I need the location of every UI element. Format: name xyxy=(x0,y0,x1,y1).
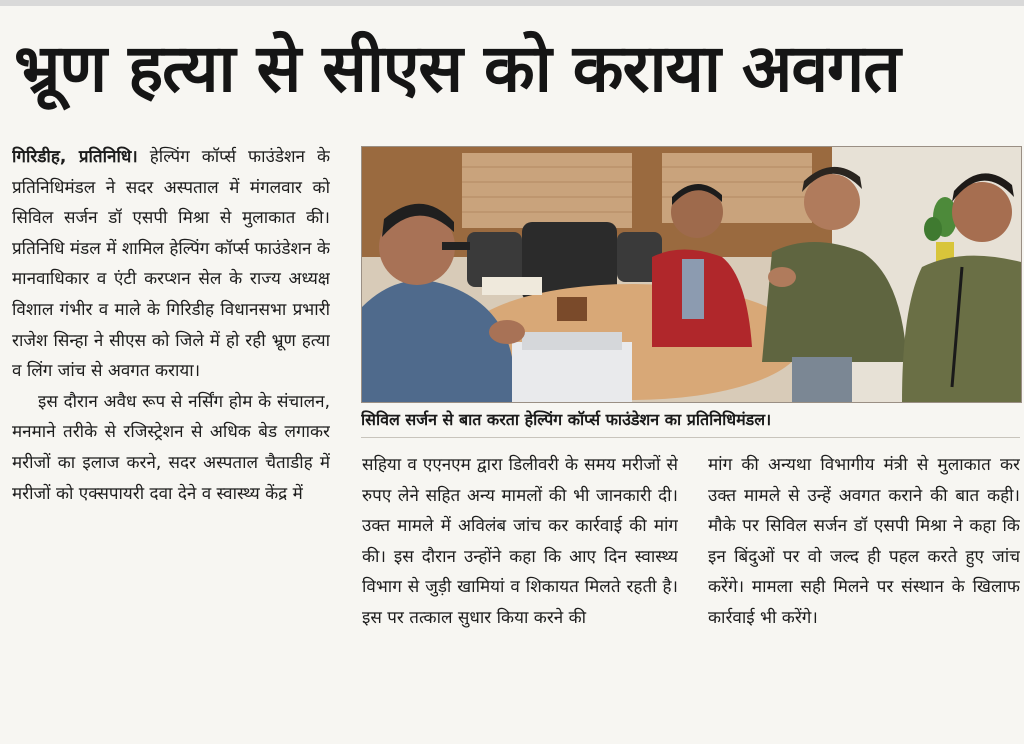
photo-window-blind-left xyxy=(462,153,632,228)
page-top-edge xyxy=(0,0,1024,6)
column-2 xyxy=(362,450,678,720)
column-1 xyxy=(12,142,330,722)
photo-laptop xyxy=(512,342,632,402)
headline: भ्रूण हत्या से सीएस को कराया अवगत xyxy=(14,30,900,107)
column-3 xyxy=(708,450,1020,720)
paragraph-2: इस दौरान अवैध रूप से नर्सिंग होम के संचालन, मनमाने तरीके से रजिस्ट्रेशन से अधिक बेड लगाकर मरीजों का इलाज करने, सदर अस्पताल चैताडीह में मरीजों को एक्सपायरी दवा देने व स्वास्थ्य केंद्र में xyxy=(12,391,330,504)
paragraph-1 xyxy=(12,142,330,387)
paragraph-1-text: हेल्पिंग कॉर्प्स फाउंडेशन के प्रतिनिधिमंडल ने सदर अस्पताल में मंगलवार को सिविल सर्जन डॉ एसपी मिश्रा से मुलाकात की। प्रतिनिधि मंडल में शामिल हेल्पिंग कॉर्प्स फाउंडेशन के मानवाधिकार व एंटी करप्शन सेल के राज्य अध्यक्ष विशाल गंभीर व माले के गिरिडीह विधानसभा प्रभारी राजेश सिन्हा ने सीएस को जिले में हो रही भ्रूण हत्या व लिंग जांच से अवगत कराया। xyxy=(12,147,330,382)
column-2-text: सहिया व एएनएम द्वारा डिलीवरी के समय मरीजों से रुपए लेने सहित अन्य मामलों की भी जानकारी दी। उक्त मामले में अविलंब जांच कर कार्रवाई की मांग की। इस दौरान उन्होंने कहा कि आए दिन स्वास्थ्य विभाग से जुड़ी खामियां व शिकायत मिलते रहती है। इस पर तत्काल सुधार किया करने की xyxy=(362,455,678,628)
dateline: गिरिडीह, प्रतिनिधि। xyxy=(12,147,138,167)
photo-caption: सिविल सर्जन से बात करता हेल्पिंग कॉर्प्स फाउंडेशन का प्रतिनिधिमंडल। xyxy=(361,410,772,429)
news-photo xyxy=(361,146,1022,403)
column-3-text: मांग की अन्यथा विभागीय मंत्री से मुलाकात कर उक्त मामले से उन्हें अवगत कराने की बात कही। मौके पर सिविल सर्जन डॉ एसपी मिश्रा ने कहा कि इन बिंदुओं पर वो जल्द ही पहल करते हुए जांच करेंगे। मामला सही मिलने पर संस्थान के खिलाफ कार्रवाई भी करेंगे। xyxy=(708,455,1020,628)
caption-divider xyxy=(361,437,1020,438)
